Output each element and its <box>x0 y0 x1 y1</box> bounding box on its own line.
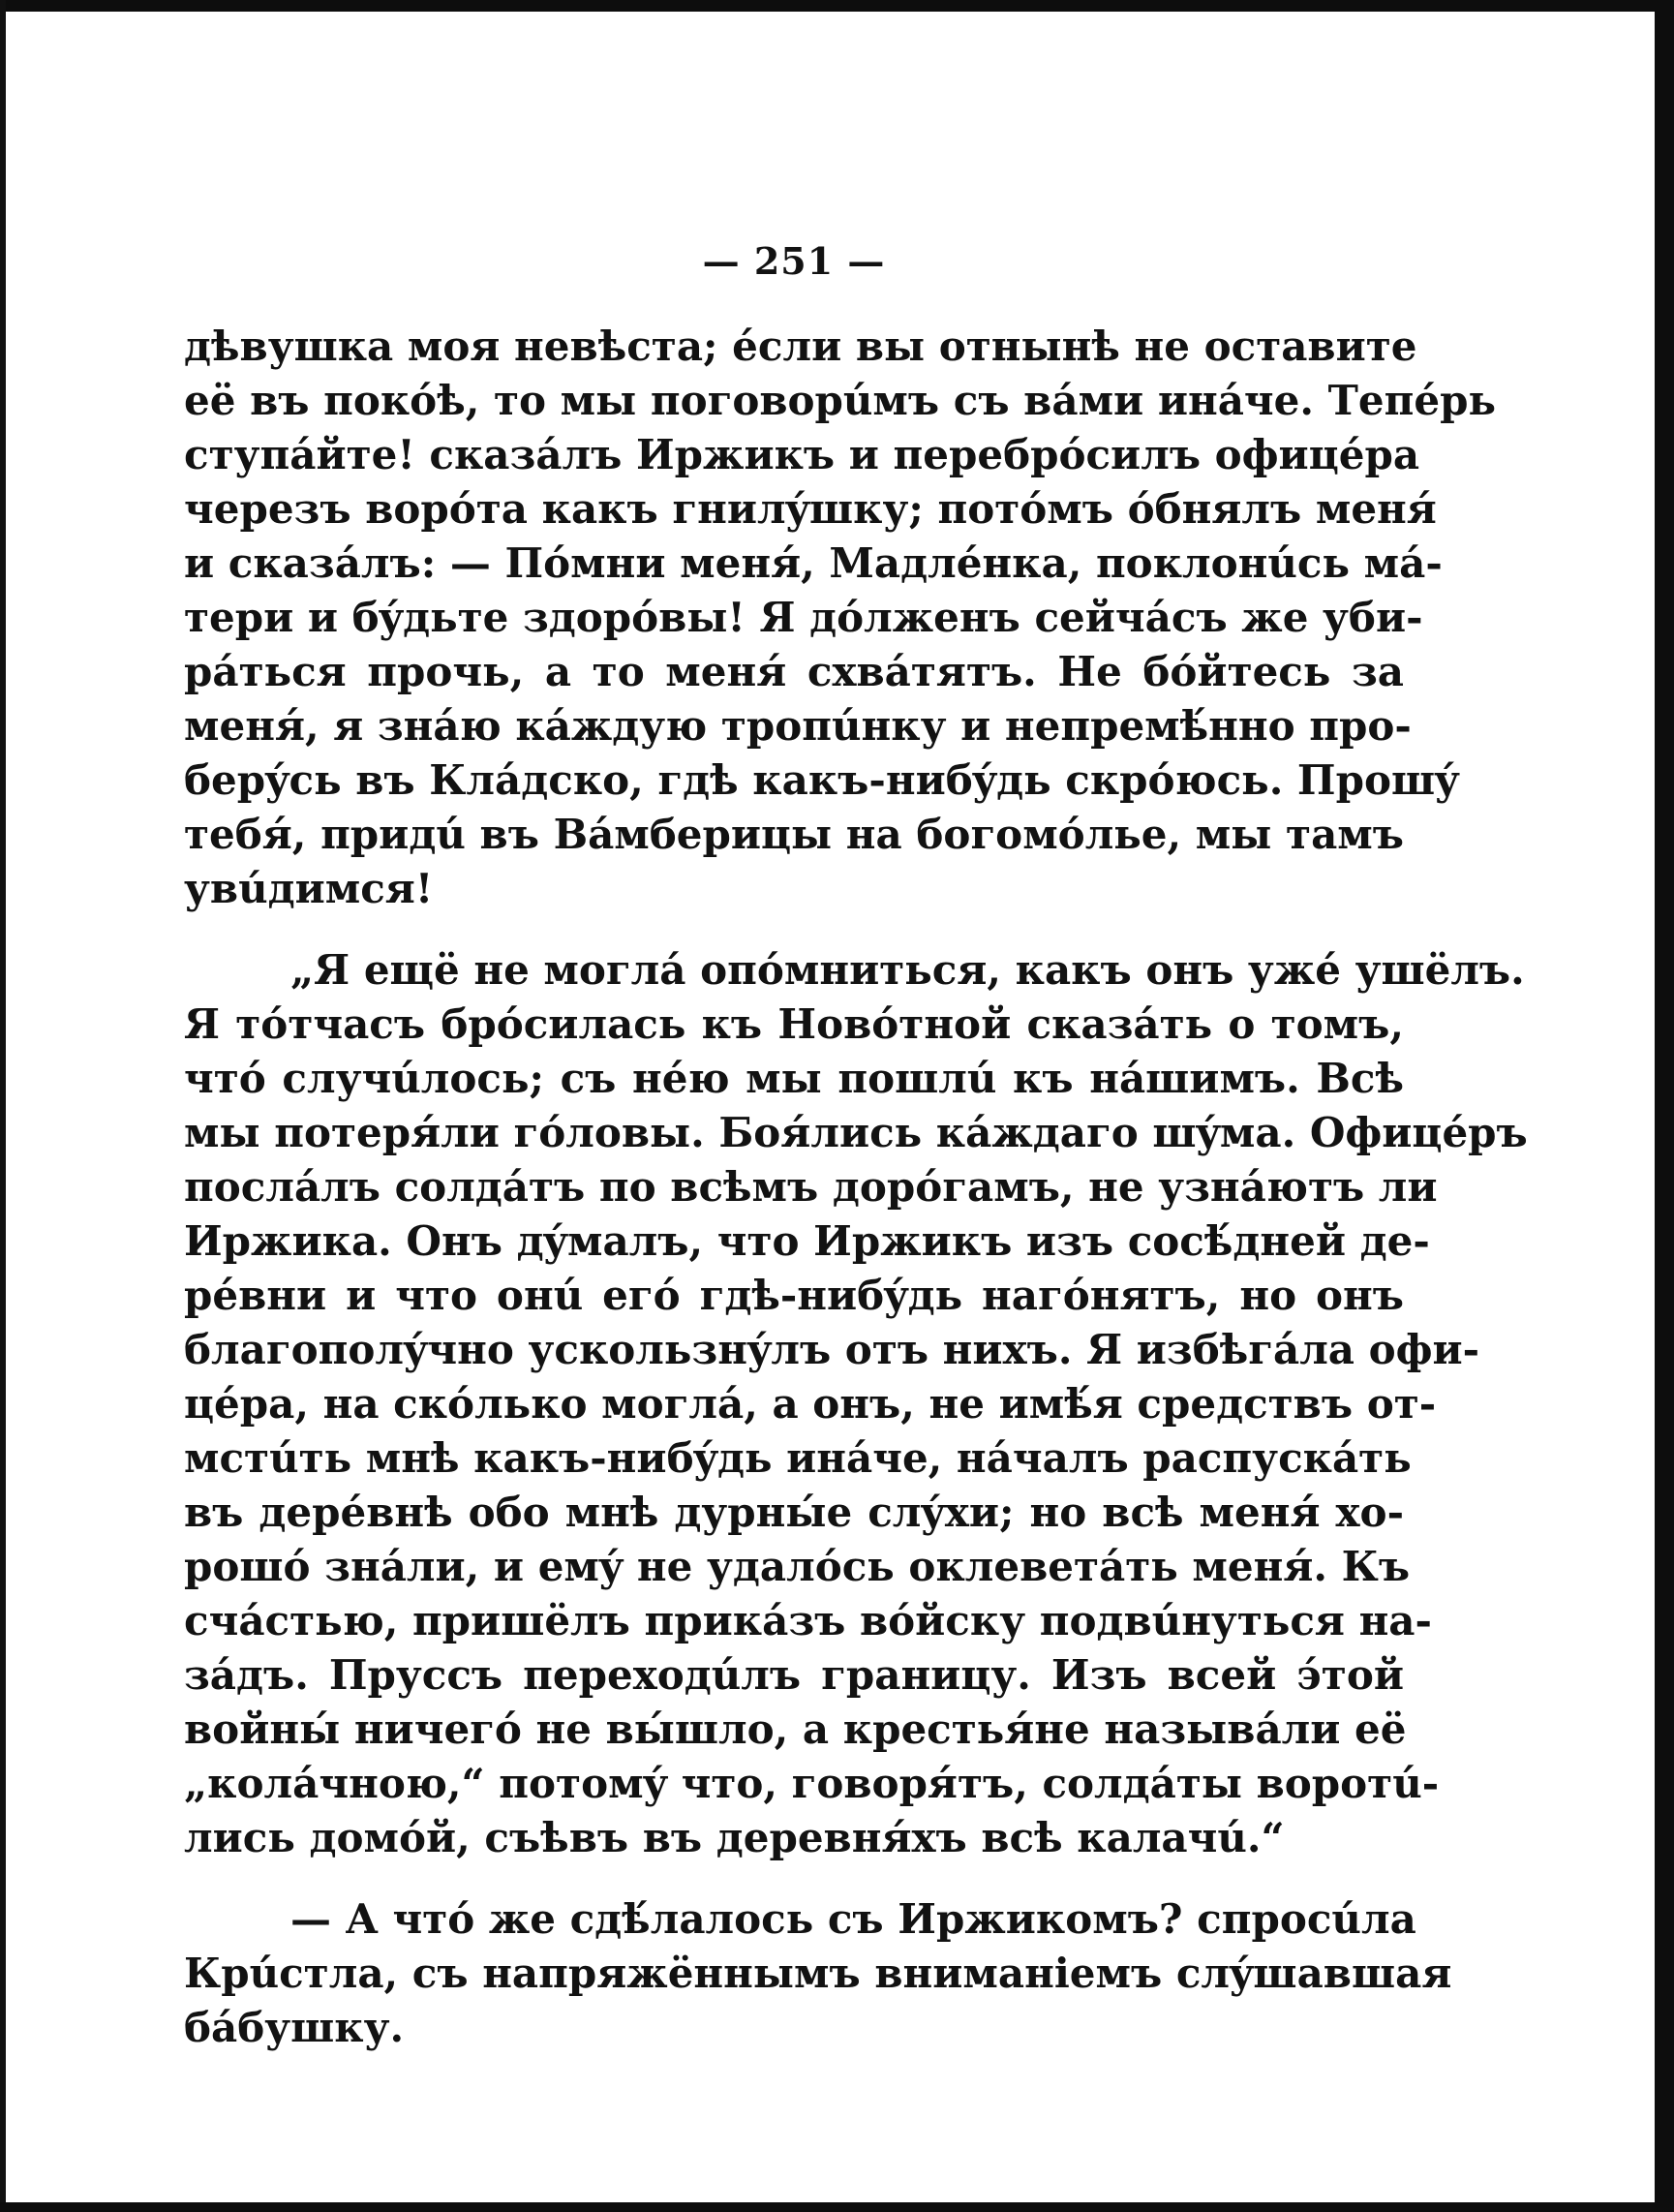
text-line: въ дерéвнѣ обо мнѣ дурны́е слýхи; но всѣ меня́ хо- <box>184 1489 1404 1536</box>
text-line: Крúстла, съ напряжённымъ вниманіемъ слýшавшая <box>184 1950 1452 1997</box>
scan-border-right <box>1655 0 1674 2212</box>
text-line: рошó знáли, и емý не удалóсь оклеветáть меня́. Къ <box>184 1543 1411 1590</box>
text-body <box>184 320 1528 2055</box>
text-line: мы потеря́ли гóловы. Боя́лись кáждаго шýма. Офицéръ <box>184 1109 1528 1156</box>
text-line: тери и бýдьте здорóвы! Я дóлженъ сейчáсъ же уби- <box>184 594 1423 641</box>
text-line: дѣвушка моя невѣста; éсли вы отнынѣ не оставите <box>184 323 1417 370</box>
text-line: „колáчною,“ потомý что, говоря́тъ, солдáты воротú- <box>184 1760 1440 1807</box>
scan-border-left <box>0 0 6 2212</box>
paragraph-gap <box>184 1865 1404 1892</box>
text-line: мстúть мнѣ какъ-нибýдь инáче, нáчалъ распускáть <box>184 1434 1412 1482</box>
text-line: Иржика. Онъ дýмалъ, что Иржикъ изъ сосѣ́дней де- <box>184 1217 1430 1265</box>
text-line: увúдимся! <box>184 865 434 912</box>
text-line: меня́, я знáю кáждую тропúнку и непремѣ́нно про- <box>184 702 1412 750</box>
text-line: Я тóтчасъ брóсилась къ Новóтной сказáть о томъ, <box>184 1000 1404 1048</box>
paragraph <box>184 320 1496 916</box>
paragraph <box>184 943 1528 1865</box>
text-line: ступáйте! сказáлъ Иржикъ и перебрóсилъ офицéра <box>184 431 1420 478</box>
text-line: рéвни и что онú егó гдѣ-нибýдь нагóнятъ, но онъ <box>184 1272 1404 1319</box>
scan-border-top <box>0 0 1674 12</box>
page-body <box>184 232 1528 2055</box>
text-line: зáдъ. Пруссъ переходúлъ границу. Изъ всей э́той <box>184 1651 1404 1699</box>
text-line: лись домóй, съѣвъ въ деревня́хъ всѣ калачú.“ <box>184 1814 1285 1861</box>
paragraph <box>184 1892 1452 2055</box>
text-line: „Я ещё не моглá опóмниться, какъ онъ ужé ушёлъ. <box>290 946 1525 994</box>
text-line: благополýчно ускользнýлъ отъ нихъ. Я избѣгáла офи- <box>184 1326 1480 1373</box>
text-line: черезъ ворóта какъ гнилýшку; потóмъ óбнялъ меня́ <box>184 485 1437 533</box>
paragraph-gap <box>184 916 1404 943</box>
text-line: бáбушку. <box>184 2004 405 2051</box>
text-line: цéра, на скóлько моглá, а онъ, не имѣ́я средствъ от- <box>184 1380 1437 1428</box>
scan-border-bottom <box>0 2202 1674 2212</box>
page-number: — 251 — <box>702 239 886 283</box>
text-line: что́ случúлось; съ нéю мы пошлú къ нáшимъ. Всѣ <box>184 1055 1404 1102</box>
text-line: берýсь въ Клáдско, гдѣ какъ-нибýдь скрóюсь. Прошý <box>184 756 1459 804</box>
text-line: тебя́, придú въ Вáмберицы на богомóлье, мы тамъ <box>184 811 1404 858</box>
text-line: — А что́ же сдѣ́лалось съ Иржикомъ? спросúла <box>290 1895 1416 1943</box>
text-line: рáться прочь, а то меня́ схвáтятъ. Не бóйтесь за <box>184 648 1404 695</box>
text-line: и сказáлъ: — Пóмни меня́, Мадлéнка, поклонúсь мá- <box>184 539 1443 587</box>
text-line: счáстью, пришёлъ прикáзъ вóйску подвúнуться на- <box>184 1597 1432 1644</box>
text-line: войны́ ничегó не вы́шло, а крестья́не назывáли её <box>184 1705 1407 1753</box>
text-line: послáлъ солдáтъ по всѣмъ дорóгамъ, не узнáютъ ли <box>184 1163 1438 1211</box>
text-line: её въ покóѣ, то мы поговорúмъ съ вáми инáче. Тепéрь <box>184 377 1496 424</box>
